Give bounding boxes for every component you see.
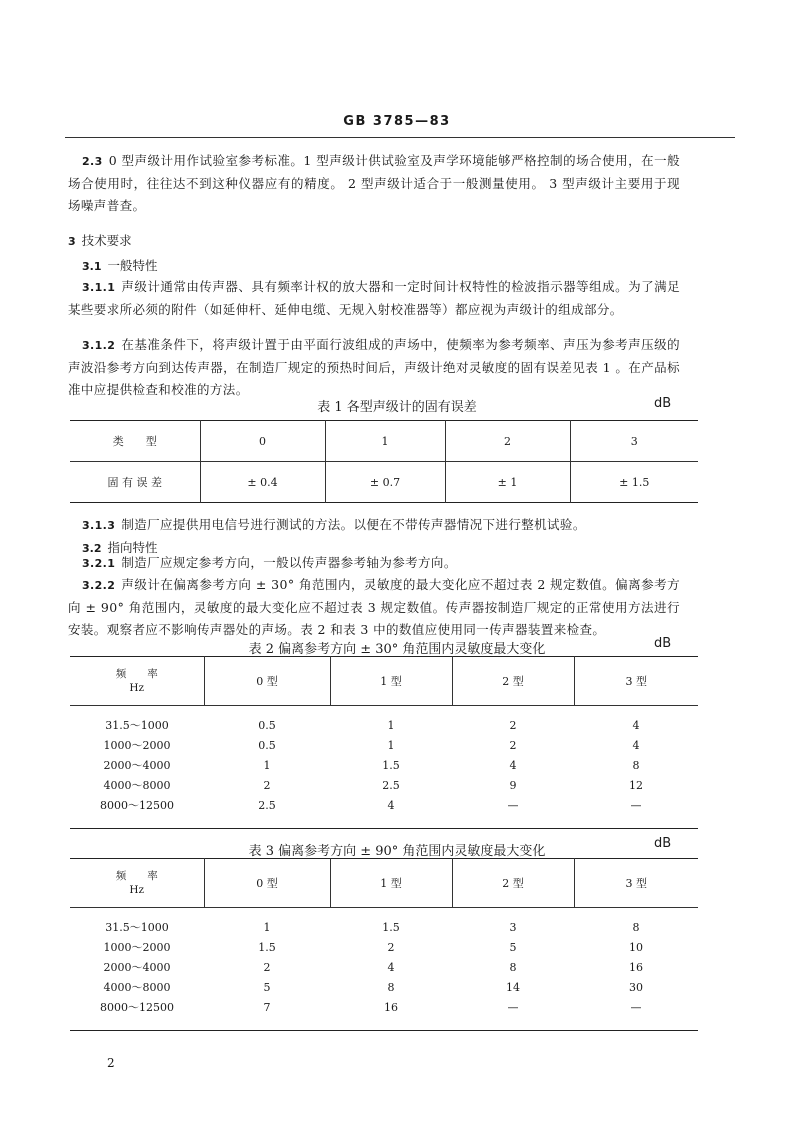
value-cell: 8: [509, 961, 517, 974]
heading-text: 一般特性: [107, 258, 158, 273]
error-cell: ± 0.7: [325, 462, 445, 503]
table-row: [70, 736, 698, 756]
value-cell: 1: [387, 719, 395, 732]
clause-number: 3.2.1: [82, 557, 116, 570]
freq-header: [70, 859, 204, 908]
clause-number: 3.1.3: [82, 519, 116, 532]
clause-number: 3: [68, 235, 76, 248]
row-label-type: 类 型: [70, 421, 200, 462]
table-2-30deg-variation: [70, 656, 698, 829]
type-cell: 2: [445, 421, 570, 462]
freq-header-unit: Hz: [129, 884, 145, 896]
table-row: [70, 716, 698, 736]
value-cell: 0.5: [258, 719, 276, 732]
value-cell: 2: [387, 941, 395, 954]
value-cell: 1: [387, 739, 395, 752]
error-cell: ± 1: [445, 462, 570, 503]
paragraph-text: 制造厂应提供用电信号进行测试的方法。以便在不带传声器情况下进行整机试验。: [121, 517, 586, 532]
value-cell: 1.5: [382, 759, 400, 772]
heading-3: [68, 230, 132, 253]
paragraph-3-1-2: [68, 334, 680, 401]
column-header: 2 型: [452, 657, 574, 706]
table-row: [70, 958, 698, 978]
value-cell: 8: [632, 759, 640, 772]
freq-cell: 2000～4000: [103, 759, 171, 772]
value-cell: 8: [387, 981, 395, 994]
row-label-error: 固 有 误 差: [107, 476, 162, 489]
error-cell: ± 1.5: [570, 462, 698, 503]
freq-header-unit: Hz: [129, 682, 145, 694]
table-header-row: [70, 859, 698, 908]
value-cell: 12: [629, 779, 643, 792]
table-row: [70, 796, 698, 816]
column-header: 2 型: [452, 859, 574, 908]
column-header: 0 型: [204, 859, 330, 908]
clause-number: 2.3: [82, 155, 103, 168]
paragraph-text: 制造厂应规定参考方向，一般以传声器参考轴为参考方向。: [121, 555, 457, 570]
value-cell: 16: [384, 1001, 398, 1014]
table-1-inherent-error: [70, 420, 698, 503]
value-cell: —: [630, 799, 642, 812]
value-cell: —: [507, 799, 519, 812]
value-cell: 8: [632, 921, 640, 934]
value-cell: 9: [509, 779, 517, 792]
value-cell: 2.5: [382, 779, 400, 792]
standard-header: GB 3785—83: [343, 114, 451, 129]
table-row: [70, 938, 698, 958]
value-cell: 3: [509, 921, 517, 934]
table-header-row: [70, 657, 698, 706]
value-cell: —: [630, 1001, 642, 1014]
value-cell: 4: [387, 799, 395, 812]
table-row: [70, 918, 698, 938]
paragraph-text: 0 型声级计用作试验室参考标准。1 型声级计供试验室及声学环境能够严格控制的场合使用，在一般场合使用时，往往达不到这种仪器应有的精度。 2 型声级计适合于一般测量使用。 3 型声级计主要用于现场噪声普查。: [68, 153, 680, 213]
value-cell: 1: [263, 759, 271, 772]
table3-unit: dB: [654, 836, 672, 851]
table2-caption: 表 2 偏离参考方向 ± 30° 角范围内灵敏度最大变化: [248, 642, 546, 657]
value-cell: 14: [506, 981, 520, 994]
value-cell: 5: [263, 981, 271, 994]
paragraph-3-2-1: [68, 552, 680, 575]
table-row: [70, 998, 698, 1018]
freq-cell: 31.5～1000: [105, 921, 169, 934]
table2-unit: dB: [654, 636, 672, 651]
value-cell: 7: [263, 1001, 271, 1014]
freq-header-top: 频 率: [115, 668, 158, 680]
heading-text: 技术要求: [81, 233, 132, 248]
clause-number: 3.1.2: [82, 339, 116, 352]
freq-header: [70, 657, 204, 706]
table1-unit: dB: [654, 396, 672, 411]
value-cell: 30: [629, 981, 643, 994]
paragraph-3-1-3: [68, 514, 680, 537]
freq-cell: 8000～12500: [100, 1001, 174, 1014]
value-cell: —: [507, 1001, 519, 1014]
column-header: 1 型: [330, 859, 452, 908]
table-row: [70, 776, 698, 796]
value-cell: 10: [629, 941, 643, 954]
freq-cell: 8000～12500: [100, 799, 174, 812]
value-cell: 16: [629, 961, 643, 974]
paragraph-text: 声级计通常由传声器、具有频率计权的放大器和一定时间计权特性的检波指示器等组成。为了满足某些要求所必须的附件（如延伸杆、延伸电缆、无规入射校准器等）都应视为声级计的组成部分。: [68, 279, 680, 317]
paragraph-3-1-1: [68, 276, 680, 321]
value-cell: 5: [509, 941, 517, 954]
value-cell: 2: [509, 739, 517, 752]
column-header: 1 型: [330, 657, 452, 706]
freq-cell: 31.5～1000: [105, 719, 169, 732]
value-cell: 4: [387, 961, 395, 974]
type-cell: 1: [325, 421, 445, 462]
freq-cell: 4000～8000: [103, 779, 171, 792]
value-cell: 1.5: [258, 941, 276, 954]
column-header: 3 型: [574, 657, 698, 706]
table-row: [70, 978, 698, 998]
error-cell: ± 0.4: [200, 462, 325, 503]
table3-caption: 表 3 偏离参考方向 ± 90° 角范围内灵敏度最大变化: [248, 844, 546, 859]
value-cell: 4: [632, 719, 640, 732]
freq-cell: 4000～8000: [103, 981, 171, 994]
heading-text: 指向特性: [107, 540, 158, 555]
clause-number: 3.1.1: [82, 281, 116, 294]
type-cell: 0: [200, 421, 325, 462]
value-cell: 2: [263, 961, 271, 974]
value-cell: 1.5: [382, 921, 400, 934]
table-row: [70, 756, 698, 776]
table-row: [70, 462, 698, 503]
value-cell: 2.5: [258, 799, 276, 812]
value-cell: 4: [509, 759, 517, 772]
column-header: 0 型: [204, 657, 330, 706]
clause-number: 3.2.2: [82, 579, 116, 592]
value-cell: 4: [632, 739, 640, 752]
table-row: [70, 421, 698, 462]
header-rule: [65, 137, 735, 138]
value-cell: 2: [263, 779, 271, 792]
freq-cell: 1000～2000: [103, 739, 171, 752]
page-number: 2: [107, 1056, 115, 1070]
value-cell: 2: [509, 719, 517, 732]
paragraph-3-2-2: [68, 574, 680, 641]
paragraph-text: 在基准条件下，将声级计置于由平面行波组成的声场中，使频率为参考频率、声压为参考声压级的声波沿参考方向到达传声器，在制造厂规定的预热时间后，声级计绝对灵敏度的固有误差见表 1 。在产品标准中应提供检查和校准的方法。: [68, 337, 680, 397]
freq-header-top: 频 率: [115, 870, 158, 882]
paragraph-text: 声级计在偏离参考方向 ± 30° 角范围内，灵敏度的最大变化应不超过表 2 规定数值。偏离参考方向 ± 90° 角范围内，灵敏度的最大变化应不超过表 3 规定数值。传声器按制造厂规定的正常使用方法进行安装。观察者应不影响传声器处的声场。表 2 和表 3 中的数值应使用同一传声器装置来检查。: [68, 577, 680, 637]
freq-cell: 2000～4000: [103, 961, 171, 974]
table1-caption: 表 1 各型声级计的固有误差: [317, 400, 477, 415]
heading-3-1: [82, 255, 158, 278]
type-cell: 3: [570, 421, 698, 462]
freq-cell: 1000～2000: [103, 941, 171, 954]
table-3-90deg-variation: [70, 858, 698, 1031]
clause-number: 3.1: [82, 260, 102, 273]
clause-number: 3.2: [82, 542, 102, 555]
value-cell: 0.5: [258, 739, 276, 752]
paragraph-2-3: [68, 150, 680, 217]
column-header: 3 型: [574, 859, 698, 908]
value-cell: 1: [263, 921, 271, 934]
